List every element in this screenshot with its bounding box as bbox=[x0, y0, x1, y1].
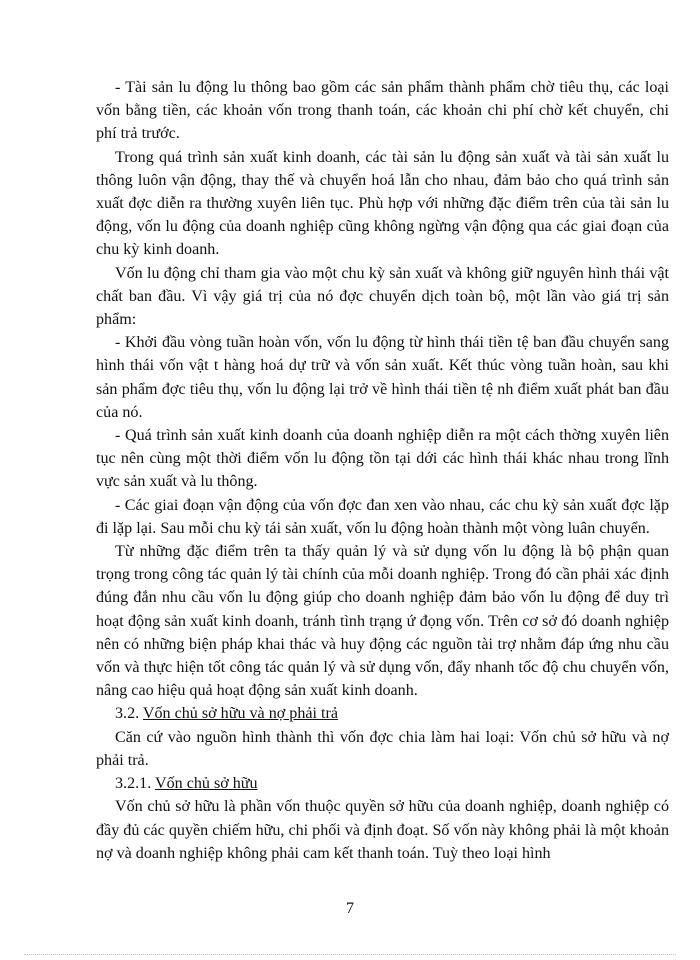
page-bottom-divider bbox=[24, 954, 676, 955]
paragraph-assets-movement: Trong quá trình sản xuất kinh doanh, các tài sản lu động sản xuất và tài sản xuất lu thông luôn vận động, thay thế và chuyển hoá lẫn cho nhau, đảm bảo cho quá trình sản xuất đợc diễn ra thường xuyên liên tục. Phù hợp với những đặc điểm trên của tài sản lu động, vốn lu động của doanh nghiệp cũng không ngừng vận động qua các giai đoạn của chu kỳ kinh doanh. bbox=[96, 148, 669, 259]
page-body bbox=[96, 76, 669, 865]
section-title: Vốn chủ sở hữu và nợ phải trả bbox=[142, 705, 339, 723]
paragraph-current-assets-circulation: - Tài sản lu động lu thông bao gồm các sản phẩm thành phẩm chờ tiêu thụ, các loại vốn bằng tiền, các khoản vốn trong thanh toán, các khoản chi phí chờ kết chuyển, chi phí trả trước. bbox=[96, 79, 669, 143]
section-title: Vốn chủ sở hữu bbox=[154, 775, 258, 793]
section-heading-3-2 bbox=[96, 702, 669, 725]
bullet-capital-cycle-start: - Khởi đầu vòng tuần hoàn vốn, vốn lu động từ hình thái tiền tệ ban đầu chuyển sang hình thái vốn vật t hàng hoá dự trữ và vốn sản xuất. Kết thúc vòng tuần hoàn, sau khi sản phẩm đợc tiêu thụ, vốn lu động lại trở về hình thái tiền tệ nh điểm xuất phát ban đầu của nó. bbox=[96, 334, 669, 421]
bullet-continuous-production: - Quá trình sản xuất kinh doanh của doanh nghiệp diễn ra một cách thờng xuyên liên tục nên cùng một thời điểm vốn lu động tồn tại dới các hình thái khác nhau trong lĩnh vực sản xuất và lu thông. bbox=[96, 427, 669, 491]
section-number: 3.2. bbox=[115, 705, 143, 723]
paragraph-management-importance: Từ những đặc điểm trên ta thấy quản lý và sử dụng vốn lu động là bộ phận quan trọng trong công tác quản lý tài chính của mỗi doanh nghiệp. Trong đó cần phải xác định đúng đắn nhu cầu vốn lu động giúp cho doanh nghiệp đảm bảo vốn lu động để duy trì hoạt động sản xuất kinh doanh, tránh tình trạng ứ đọng vốn. Trên cơ sở đó doanh nghiệp nên có những biện pháp khai thác và huy động các nguồn tài trợ nhằm đáp ứng nhu cầu vốn và thực hiện tốt công tác quản lý và sử dụng vốn, đẩy nhanh tốc độ chu chuyển vốn, nâng cao hiệu quả hoạt động sản xuất kinh doanh. bbox=[96, 543, 669, 700]
section-heading-3-2-1 bbox=[96, 772, 669, 795]
page-number: 7 bbox=[346, 900, 354, 917]
section-number: 3.2.1. bbox=[115, 775, 155, 793]
bullet-interleaved-stages: - Các giai đoạn vận động của vốn đợc đan xen vào nhau, các chu kỳ sản xuất đợc lặp đi lặp lại. Sau mỗi chu kỳ tái sản xuất, vốn lu động hoàn thành một vòng luân chuyển. bbox=[96, 496, 669, 537]
paragraph-working-capital-cycle: Vốn lu động chỉ tham gia vào một chu kỳ sản xuất và không giữ nguyên hình thái vật chất ban đầu. Vì vậy giá trị của nó đợc chuyển dịch toàn bộ, một lần vào giá trị sản phẩm: bbox=[96, 264, 669, 329]
paragraph-owner-equity: Vốn chủ sở hữu là phần vốn thuộc quyền sở hữu của doanh nghiệp, doanh nghiệp có đầy đủ các quyền chiếm hữu, chi phối và định đoạt. Số vốn này không phải là một khoản nợ và doanh nghiệp không phải cam kết thanh toán. Tuỳ theo loại hình bbox=[96, 798, 669, 862]
paragraph-capital-sources: Căn cứ vào nguồn hình thành thì vốn đợc chia làm hai loại: Vốn chủ sở hữu và nợ phải trả. bbox=[96, 728, 669, 769]
